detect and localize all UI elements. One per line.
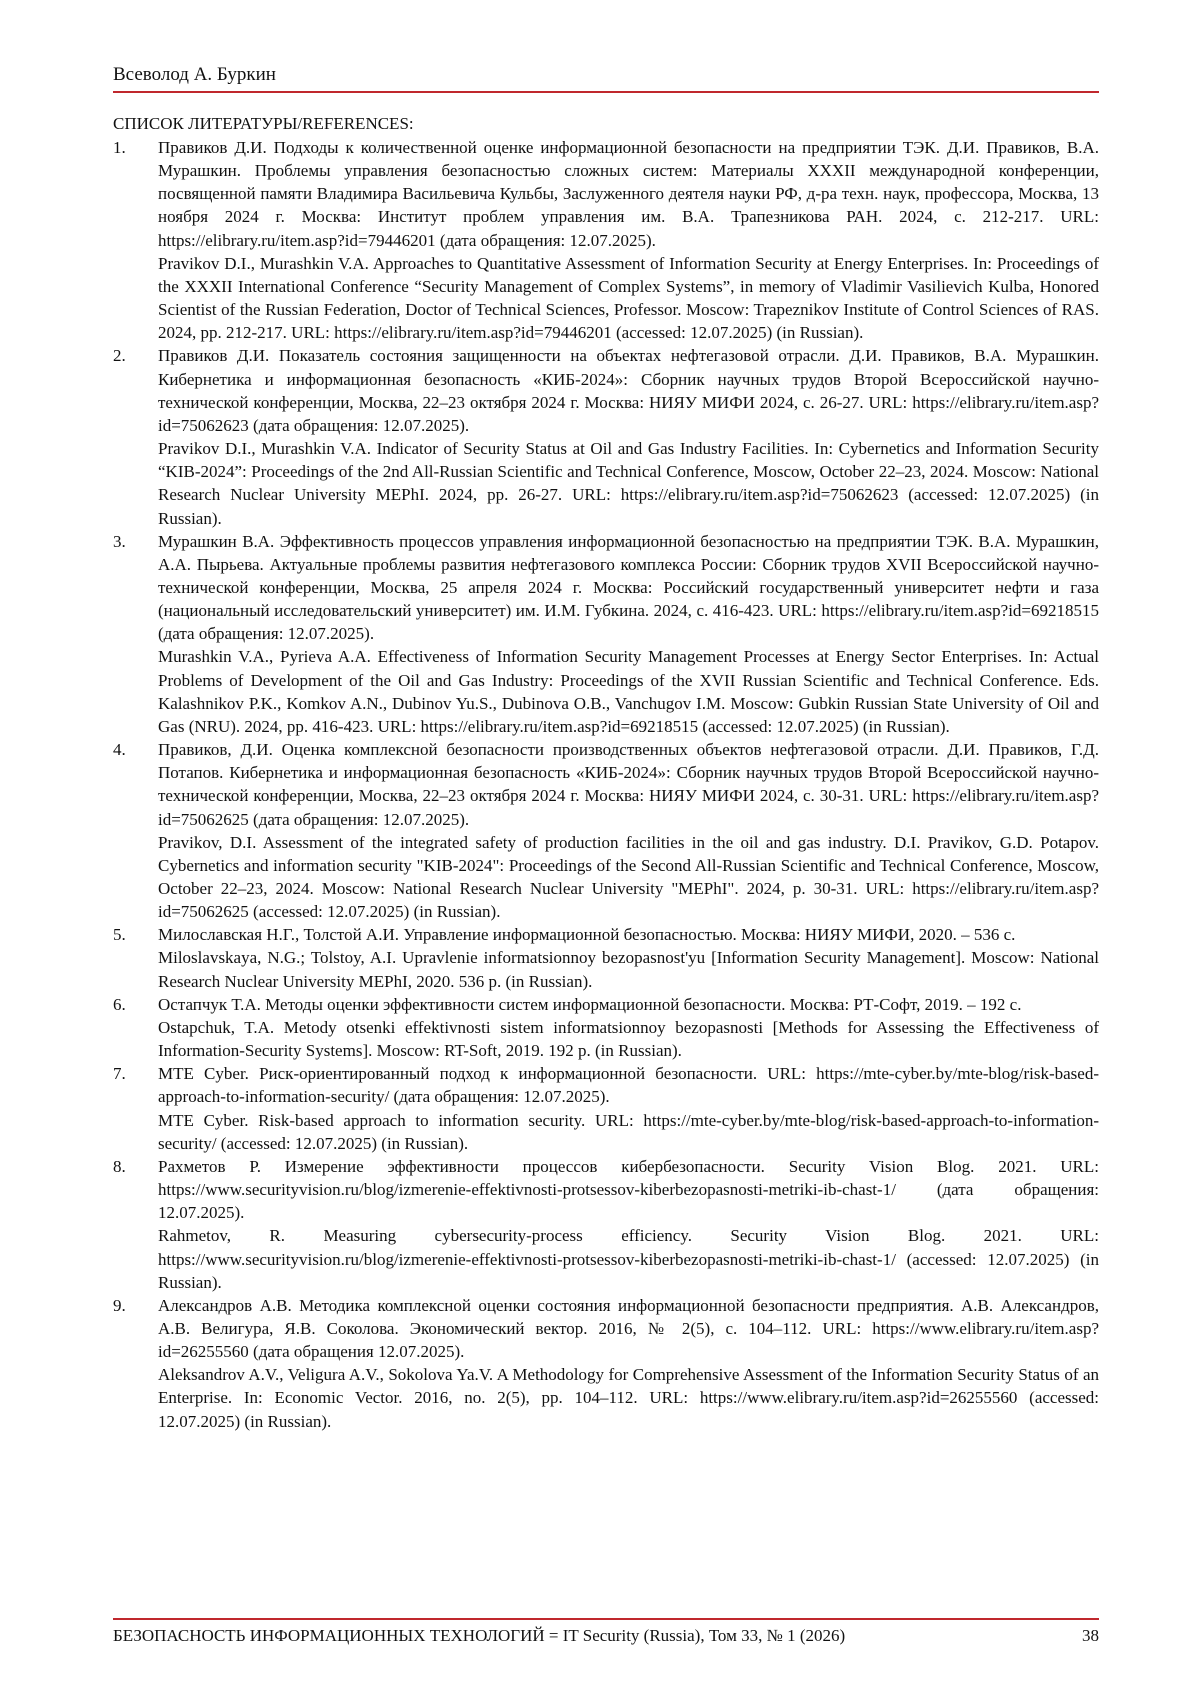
reference-text-english: Pravikov D.I., Murashkin V.A. Approaches to Quantitative Assessment of Information Security at Energy Enterprises. In: Proceedings of the XXXII International Conference “Security Management of Complex Systems”, in memory of Vladimir Vasilievich Kulba, Honored Scientist of the Russian Federation, Doctor of Technical Sciences, Professor. Moscow: Trapeznikov Institute of Control Sciences of RAS. 2024, pp. 212-217. URL: https://elibrary.ru/item.asp?id=79446201 (accessed: 12.07.2025) (in Russian). (158, 253, 1099, 343)
page-number: 38 (1082, 1626, 1099, 1645)
reference-number: 3. (113, 531, 126, 551)
reference-number: 7. (113, 1064, 126, 1084)
reference-item (113, 344, 1099, 529)
reference-text-english: Pravikov D.I., Murashkin V.A. Indicator of Security Status at Oil and Gas Industry Facilities. In: Cybernetics and Information Security “KIB-2024”: Proceedings of the 2nd All-Russian Scientific and Technical Conference, Moscow, October 22–23, 2024. Moscow: National Research Nuclear University MEPhI. 2024, pp. 26-27. URL: https://elibrary.ru/item.asp?id=75062623 (accessed: 12.07.2025) (in Russian). (158, 439, 1099, 528)
footer-rule (113, 1618, 1099, 1620)
reference-text-russian: Правиков, Д.И. Оценка комплексной безопасности производственных объектов нефтегазовой отрасли. Д.И. Правиков, Г.Д. Потапов. Кибернетика и информационная безопасность «КИБ-2024»: Сборник научных трудов Второй Всероссийской научно-технической конференции, Москва, 22–23 октября 2024 г. Москва: НИЯУ МИФИ 2024, с. 30-31. URL: https://elibrary.ru/item.asp?id=75062625 (дата обращения: 12.07.2025). (158, 740, 1099, 829)
reference-text-russian: Александров А.В. Методика комплексной оценки состояния информационной безопасности предприятия. А.В. Александров, А.В. Велигура, Я.В. Соколова. Экономический вектор. 2016, № 2(5), с. 104–112. URL: https://www.elibrary.ru/item.asp?id=26255560 (дата обращения 12.07.2025). (158, 1295, 1099, 1362)
reference-item (113, 136, 1099, 344)
reference-item (113, 530, 1099, 738)
references-list (113, 136, 1099, 1433)
reference-body (158, 344, 1099, 529)
reference-body (158, 1062, 1099, 1155)
reference-number: 4. (113, 740, 126, 760)
reference-body (158, 1294, 1099, 1433)
references-section (113, 113, 1099, 1433)
reference-body (158, 738, 1099, 923)
reference-text-russian: Милославская Н.Г., Толстой А.И. Управление информационной безопасностью. Москва: НИЯУ МИФИ, 2020. – 536 с. (158, 925, 1016, 945)
reference-body (158, 923, 1099, 992)
reference-item (113, 1294, 1099, 1433)
reference-text-russian: Мурашкин В.А. Эффективность процессов управления информационной безопасностью на предприятии ТЭК. В.А. Мурашкин, А.А. Пырьева. Актуальные проблемы развития нефтегазового комплекса России: Сборник трудов XVII Всероссийской научно-технической конференции, Москва, 25 апреля 2024 г. Москва: Российский государственный университет нефти и газа (национальный исследовательский университет) им. И.М. Губкина. 2024, с. 416-423. URL: https://elibrary.ru/item.asp?id=69218515 (дата обращения: 12.07.2025). (158, 531, 1099, 644)
page-footer (113, 1626, 1099, 1646)
reference-item (113, 993, 1099, 1062)
reference-text-russian: Правиков Д.И. Показатель состояния защищенности на объектах нефтегазовой отрасли. Д.И. Правиков, В.А. Мурашкин. Кибернетика и информационная безопасность «КИБ-2024»: Сборник научных трудов Второй Всероссийской научно-технической конференции, Москва, 22–23 октября 2024 г. Москва: НИЯУ МИФИ 2024, с. 26-27. URL: https://elibrary.ru/item.asp?id=75062623 (дата обращения: 12.07.2025). (158, 346, 1099, 435)
reference-text-english: Aleksandrov A.V., Veligura A.V., Sokolova Ya.V. A Methodology for Comprehensive Assessment of the Information Security Status of an Enterprise. In: Economic Vector. 2016, no. 2(5), pp. 104–112. URL: https://www.elibrary.ru/item.asp?id=26255560 (accessed: 12.07.2025) (in Russian). (158, 1365, 1099, 1431)
reference-text-russian: Правиков Д.И. Подходы к количественной оценке информационной безопасности на предприятии ТЭК. Д.И. Правиков, В.А. Мурашкин. Проблемы управления безопасностью сложных систем: Материалы XXXII международной конференции, посвященной памяти Владимира Васильевича Кульбы, Заслуженного деятеля науки РФ, д-ра техн. наук, профессора, Москва, 13 ноября 2024 г. Москва: Институт проблем управления им. В.А. Трапезникова РАН. 2024, с. 212-217. URL: https://elibrary.ru/item.asp?id=79446201 (дата обращения: 12.07.2025). (158, 138, 1099, 250)
reference-number: 9. (113, 1295, 126, 1315)
reference-body (158, 993, 1099, 1062)
reference-text-english: Pravikov, D.I. Assessment of the integrated safety of production facilities in the oil and gas industry. D.I. Pravikov, G.D. Potapov. Cybernetics and information security "KIB-2024": Proceedings of the Second All-Russian Scientific and Technical Conference, Moscow, October 22–23, 2024. Moscow: National Research Nuclear University "MEPhI". 2024, p. 30-31. URL: https://elibrary.ru/item.asp?id=75062625 (accessed: 12.07.2025) (in Russian). (158, 832, 1099, 922)
reference-body (158, 1155, 1099, 1294)
reference-text-russian: Рахметов Р. Измерение эффективности процессов кибербезопасности. Security Vision Blog. 2021. URL: https://www.securityvision.ru/blog/izmerenie-effektivnosti-protsessov-kiberbezopasnosti-metriki-ib-chast-1/ (дата обращения: 12.07.2025). (158, 1156, 1099, 1223)
reference-text-english: Ostapchuk, T.A. Metody otsenki effektivnosti sistem informatsionnoy bezopasnosti [Methods for Assessing the Effectiveness of Information-Security Systems]. Moscow: RT-Soft, 2019. 192 p. (in Russian). (158, 1017, 1099, 1061)
reference-text-russian: MTE Cyber. Риск-ориентированный подход к информационной безопасности. URL: https://mte-cyber.by/mte-blog/risk-based-approach-to-information-security/ (дата обращения: 12.07.2025). (158, 1064, 1099, 1107)
reference-body (158, 530, 1099, 738)
reference-number: 5. (113, 925, 126, 945)
reference-number: 1. (113, 138, 126, 157)
reference-item (113, 738, 1099, 923)
reference-text-english: Miloslavskaya, N.G.; Tolstoy, A.I. Upravlenie informatsionnoy bezopasnost'yu [Information Security Management]. Moscow: National Research Nuclear University MEPhI, 2020. 536 p. (in Russian). (158, 948, 1099, 991)
reference-item (113, 1062, 1099, 1155)
header-rule (113, 91, 1099, 93)
reference-item (113, 1155, 1099, 1294)
reference-number: 6. (113, 994, 126, 1014)
reference-number: 2. (113, 346, 126, 366)
reference-text-english: Rahmetov, R. Measuring cybersecurity-process efficiency. Security Vision Blog. 2021. URL: https://www.securityvision.ru/blog/izmerenie-effektivnosti-protsessov-kiberbezopasnosti-metriki-ib-chast-1/ (accessed: 12.07.2025) (in Russian). (158, 1226, 1099, 1292)
reference-number: 8. (113, 1156, 126, 1176)
reference-item (113, 923, 1099, 992)
reference-text-english: Murashkin V.A., Pyrieva A.A. Effectiveness of Information Security Management Processes at Energy Sector Enterprises. In: Actual Problems of Development of the Oil and Gas Industry: Proceedings of the XVII Russian Scientific and Technical Conference. Eds. Kalashnikov P.K., Komkov A.N., Dubinov Yu.S., Dubinova O.B., Vanchugov I.M. Moscow: Gubkin Russian State University of Oil and Gas (NRU). 2024, pp. 416-423. URL: https://elibrary.ru/item.asp?id=69218515 (accessed: 12.07.2025) (in Russian). (158, 647, 1099, 736)
reference-text-english: MTE Cyber. Risk-based approach to information security. URL: https://mte-cyber.by/mte-blog/risk-based-approach-to-information-security/ (accessed: 12.07.2025) (in Russian). (158, 1110, 1099, 1153)
reference-body (158, 136, 1099, 344)
running-header-author: Всеволод А. Буркин (113, 64, 276, 85)
footer-journal-title: БЕЗОПАСНОСТЬ ИНФОРМАЦИОННЫХ ТЕХНОЛОГИЙ = IT Security (Russia), Том 33, № 1 (2026) (113, 1626, 846, 1645)
reference-text-russian: Остапчук Т.А. Методы оценки эффективности систем информационной безопасности. Москва: РТ-Софт, 2019. – 192 с. (158, 994, 1022, 1014)
references-title: СПИСОК ЛИТЕРАТУРЫ/REFERENCES: (113, 114, 414, 133)
